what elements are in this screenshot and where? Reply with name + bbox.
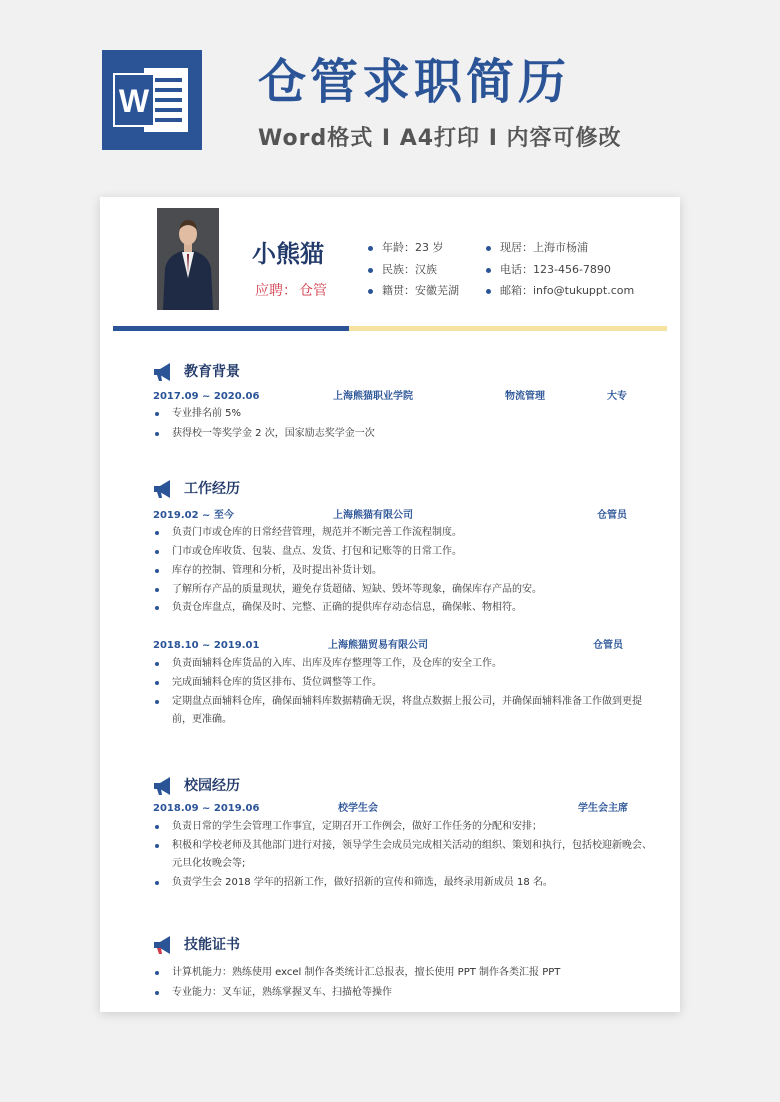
list-item: 库存的控制、管理和分析，及时提出补货计划。 [154, 562, 652, 580]
megaphone-icon [152, 478, 174, 500]
info-label: 现居： [500, 241, 533, 254]
word-logo-letter: W [118, 83, 150, 119]
word-logo-icon [102, 50, 202, 150]
info-age [368, 241, 444, 255]
apply-value: 仓管 [299, 283, 327, 299]
info-value: 123-456-7890 [533, 263, 611, 276]
job-company: 上海熊猫贸易有限公司 [328, 640, 428, 651]
megaphone-icon [152, 934, 174, 956]
edu-date: 2017.09 ~ 2020.06 [153, 391, 260, 402]
page-subtitle: Word格式 I A4打印 I 内容可修改 [258, 126, 622, 151]
list-item: 门市或仓库收货、包装、盘点、发货、打包和记账等的日常工作。 [154, 543, 652, 561]
info-ethnicity [368, 263, 437, 277]
list-item: 专业能力：叉车证，熟练掌握叉车、扫描枪等操作 [154, 984, 652, 1002]
list-item: 负责面辅料仓库货品的入库、出库及库存整理等工作，及仓库的安全工作。 [154, 655, 652, 673]
info-value: info@tukuppt.com [533, 284, 635, 297]
info-label: 年龄： [382, 241, 415, 254]
list-item: 负责日常的学生会管理工作事宜，定期召开工作例会，做好工作任务的分配和安排； [154, 818, 652, 836]
megaphone-icon [152, 361, 174, 383]
section-title: 技能证书 [184, 937, 240, 953]
info-value: 上海市杨浦 [533, 241, 588, 254]
apply-label: 应聘： [255, 283, 297, 299]
campus-org: 校学生会 [338, 803, 378, 814]
job-date: 2019.02 ~ 至今 [153, 510, 234, 521]
info-label: 籍贯： [382, 284, 415, 297]
section-title: 校园经历 [184, 778, 240, 794]
edu-school: 上海熊猫职业学院 [333, 391, 413, 402]
info-value: 汉族 [415, 263, 437, 276]
job-role: 仓管员 [597, 510, 627, 521]
megaphone-icon [152, 775, 174, 797]
resume-paper [100, 197, 680, 1012]
section-title: 工作经历 [184, 481, 240, 497]
section-title: 教育背景 [184, 364, 240, 380]
divider-yellow [349, 326, 667, 331]
info-residence [486, 241, 588, 255]
campus-role: 学生会主席 [578, 803, 628, 814]
list-item: 负责门市或仓库的日常经营管理，规范并不断完善工作流程制度。 [154, 524, 652, 542]
edu-degree: 大专 [607, 391, 627, 402]
list-item: 积极和学校老师及其他部门进行对接，领导学生会成员完成相关活动的组织、策划和执行，包括校迎新晚会、元旦化妆晚会等; [154, 837, 652, 873]
campus-date: 2018.09 ~ 2019.06 [153, 803, 260, 814]
info-phone [486, 263, 611, 277]
candidate-name: 小熊猫 [252, 240, 324, 268]
list-item: 负责仓库盘点，确保及时、完整、正确的提供库存动态信息，确保帐、物相符。 [154, 599, 652, 617]
list-item: 专业排名前 5% [154, 405, 652, 423]
list-item: 定期盘点面辅料仓库，确保面辅料库数据精确无误，将盘点数据上报公司，并确保面辅料准备工作做到更提前，更准确。 [154, 693, 652, 729]
list-item: 获得校一等奖学金 2 次，国家励志奖学金一次 [154, 425, 652, 443]
divider-blue [113, 326, 349, 331]
info-label: 电话： [500, 263, 533, 276]
page-title: 仓管求职简历 [258, 54, 571, 110]
job-role: 仓管员 [593, 640, 623, 651]
info-value: 安徽芜湖 [415, 284, 459, 297]
edu-major: 物流管理 [505, 391, 545, 402]
list-item: 负责学生会 2018 学年的招新工作，做好招新的宣传和筛选，最终录用新成员 18 名。 [154, 874, 652, 892]
info-value: 23 岁 [415, 241, 444, 254]
job-company: 上海熊猫有限公司 [333, 510, 413, 521]
job-date: 2018.10 ~ 2019.01 [153, 640, 260, 651]
info-email [486, 284, 634, 298]
info-hometown [368, 284, 459, 298]
apply-position [255, 282, 327, 300]
info-label: 民族： [382, 263, 415, 276]
list-item: 了解所存产品的质量现状，避免存货超储、短缺、毁坏等现象，确保库存产品的安。 [154, 581, 652, 599]
list-item: 计算机能力：熟练使用 excel 制作各类统计汇总报表，擅长使用 PPT 制作各类汇报 PPT [154, 964, 652, 982]
person-photo-icon [157, 208, 219, 310]
info-label: 邮箱： [500, 284, 533, 297]
list-item: 完成面辅料仓库的货区排布、货位调整等工作。 [154, 674, 652, 692]
profile-photo [157, 208, 219, 310]
